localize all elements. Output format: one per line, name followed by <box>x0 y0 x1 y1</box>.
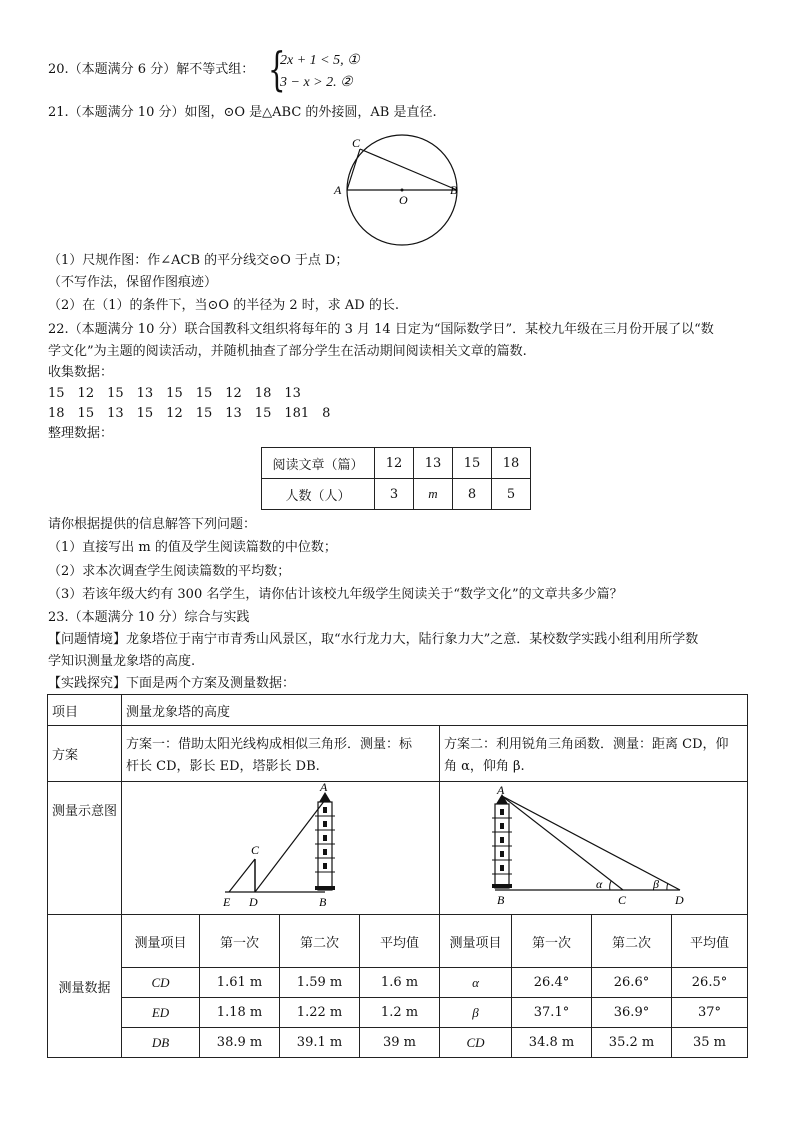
collect-label: 收集数据： <box>48 365 114 380</box>
q23-stem: 23.（本题满分 10 分）综合与实践 <box>48 610 250 625</box>
label-e: E <box>223 895 231 909</box>
plan-1-line-2: 杆长 CD，影长 ED，塔影长 DB. <box>126 759 320 774</box>
label-c: C <box>251 843 260 857</box>
col-header: 测量项目 <box>122 915 200 968</box>
table-cell: 38.9 m <box>200 1028 280 1058</box>
q22-sub-3: （3）若该年级大约有 300 名学生，请你估计该校九年级学生阅读关于“数学文化”的文章共多少篇？ <box>48 587 623 602</box>
data-label: 测量数据 <box>48 915 122 1058</box>
brace-icon: { <box>268 42 286 96</box>
inequality-1: 2x + 1 < 5, ① <box>280 53 360 68</box>
data-row-2: 18 15 13 15 12 15 13 15 181 8 <box>48 406 331 421</box>
plan-2 <box>440 726 748 782</box>
table-cell: 34.8 m <box>512 1028 592 1058</box>
inequality-2: 3 − x > 2. ② <box>280 75 353 90</box>
q21-stem: 21.（本题满分 10 分）如图，⊙O 是△ABC 的外接圆，AB 是直径. <box>48 105 437 120</box>
label-d: D <box>249 895 258 909</box>
plan-1 <box>122 726 440 782</box>
situation-2: 学知识测量龙象塔的高度. <box>48 654 196 669</box>
item-value: 测量龙象塔的高度 <box>122 695 748 726</box>
table-header: 阅读文章（篇） <box>262 448 375 479</box>
table-cell: 35.2 m <box>592 1028 672 1058</box>
table-cell: 39 m <box>360 1028 440 1058</box>
label-c: C <box>352 136 361 150</box>
table-header: 人数（人） <box>262 479 375 510</box>
organize-label: 整理数据： <box>48 426 114 441</box>
label-alpha: α <box>596 877 603 891</box>
plan-1-line-1: 方案一：借助太阳光线构成相似三角形．测量：标 <box>126 737 413 752</box>
table-cell: 1.6 m <box>360 968 440 998</box>
q21-part1-note: （不写作法，保留作图痕迹） <box>48 275 218 290</box>
label-a: A <box>320 782 328 794</box>
angle-arc-alpha <box>610 881 611 890</box>
label-beta: β <box>653 877 659 891</box>
data-row-1: 15 12 15 13 15 15 12 18 13 <box>48 386 301 401</box>
table-cell: 37° <box>672 998 748 1028</box>
angle-arc-beta <box>667 883 668 890</box>
table-cell: 1.2 m <box>360 998 440 1028</box>
table-cell: 8 <box>453 479 492 510</box>
plan-label: 方案 <box>48 726 122 782</box>
q22-stem-1: 22.（本题满分 10 分）联合国教科文组织将每年的 3 月 14 日定为“国际数学日”．某校九年级在三月份开展了以“数 <box>48 322 714 337</box>
tower-icon <box>315 792 335 890</box>
table-cell: DB <box>122 1028 200 1058</box>
tower-icon <box>492 794 512 888</box>
diagram-label: 测量示意图 <box>48 782 122 915</box>
label-a: A <box>334 183 342 197</box>
col-header: 第一次 <box>512 915 592 968</box>
q22-sub-2: （2）求本次调查学生阅读篇数的平均数； <box>48 564 291 579</box>
segment-cb <box>360 149 457 190</box>
label-b: B <box>319 895 327 909</box>
table-cell: 26.4° <box>512 968 592 998</box>
situation-1: 【问题情境】龙象塔位于南宁市青秀山风景区，取“水行龙力大，陆行象力大”之意．某校数学实践小组利用所学数 <box>48 632 699 647</box>
table-cell: 1.59 m <box>280 968 360 998</box>
table-cell: CD <box>440 1028 512 1058</box>
table-cell: 18 <box>492 448 531 479</box>
table-cell: 39.1 m <box>280 1028 360 1058</box>
sun-ray-short <box>229 859 255 892</box>
table-cell: 12 <box>375 448 414 479</box>
table-cell: 15 <box>453 448 492 479</box>
label-b: B <box>450 183 458 197</box>
table-cell: 26.5° <box>672 968 748 998</box>
col-header: 第二次 <box>280 915 360 968</box>
table-cell: ED <box>122 998 200 1028</box>
frequency-table <box>261 447 531 510</box>
col-header: 平均值 <box>360 915 440 968</box>
segment-ac <box>347 149 360 190</box>
explore-label: 【实践探究】下面是两个方案及测量数据： <box>48 676 296 691</box>
label-b: B <box>497 893 505 907</box>
table-cell: 36.9° <box>592 998 672 1028</box>
plan-2-line-1: 方案二：利用锐角三角函数．测量：距离 CD，仰 <box>444 737 729 752</box>
label-c: C <box>618 893 627 907</box>
table-cell: 3 <box>375 479 414 510</box>
table-cell: 37.1° <box>512 998 592 1028</box>
table-cell: 1.18 m <box>200 998 280 1028</box>
col-header: 测量项目 <box>440 915 512 968</box>
angle-diagram <box>440 782 740 910</box>
sight-line-c <box>502 796 623 890</box>
center-point <box>401 189 404 192</box>
q20-lead: 20.（本题满分 6 分）解不等式组： <box>48 62 255 77</box>
table-cell: 26.6° <box>592 968 672 998</box>
sun-ray-long <box>255 800 325 892</box>
table-cell: CD <box>122 968 200 998</box>
table-cell: β <box>440 998 512 1028</box>
label-d: D <box>675 893 684 907</box>
table-cell: m <box>414 479 453 510</box>
table-cell: 35 m <box>672 1028 748 1058</box>
col-header: 第二次 <box>592 915 672 968</box>
table-cell: 1.22 m <box>280 998 360 1028</box>
table-cell: 1.61 m <box>200 968 280 998</box>
plan-2-line-2: 角 α，仰角 β. <box>444 759 525 774</box>
sight-line-d <box>502 796 680 890</box>
col-header: 第一次 <box>200 915 280 968</box>
circle-figure <box>330 133 460 248</box>
q22-stem-2: 学文化”为主题的阅读活动，并随机抽查了部分学生在活动期间阅读相关文章的篇数. <box>48 344 527 359</box>
table-cell: 5 <box>492 479 531 510</box>
shadow-diagram <box>125 782 425 910</box>
q22-sub-1: （1）直接写出 m 的值及学生阅读篇数的中位数； <box>48 540 337 555</box>
q21-part2: （2）在（1）的条件下，当⊙O 的半径为 2 时，求 AD 的长. <box>48 298 399 313</box>
table-cell: α <box>440 968 512 998</box>
item-label: 项目 <box>48 695 122 726</box>
label-a: A <box>497 783 505 797</box>
q21-part1: （1）尺规作图：作∠ACB 的平分线交⊙O 于点 D； <box>48 253 349 268</box>
col-header: 平均值 <box>672 915 748 968</box>
label-o: O <box>399 193 408 207</box>
table-cell: 13 <box>414 448 453 479</box>
q22-ask: 请你根据提供的信息解答下列问题： <box>48 517 257 532</box>
